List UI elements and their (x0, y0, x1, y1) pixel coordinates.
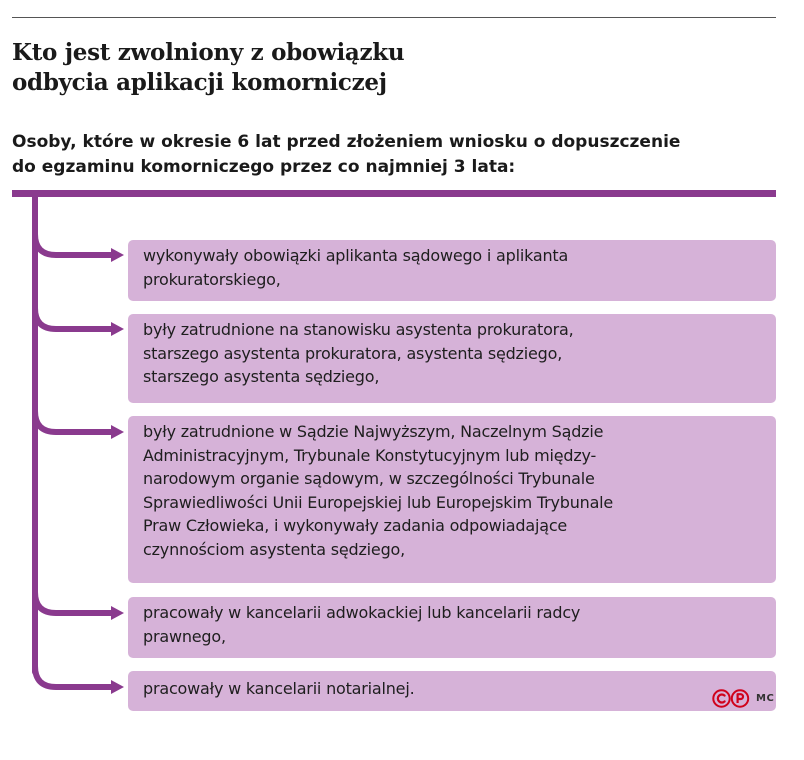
copyright-icon (712, 689, 750, 708)
criteria-box-3-line-2: Administracyjnym, Trybunale Konstytucyjnym lub między- (143, 445, 597, 465)
connector-5 (35, 666, 124, 694)
criteria-box-5 (128, 671, 776, 711)
criteria-box-3 (128, 416, 776, 583)
subtitle-line-2: do egzaminu komorniczego przez co najmniej 3 lata: (12, 157, 516, 177)
criteria-box-2 (128, 314, 776, 403)
connector-1 (35, 234, 124, 262)
criteria-box-1 (128, 240, 776, 301)
author-initials: MC (756, 692, 775, 704)
copyright-stamp (712, 687, 774, 709)
criteria-box-3-line-5: Praw Człowieka, i wykonywały zadania odpowiadające (143, 516, 568, 535)
criteria-box-2-line-2: starszego asystenta prokuratora, asystenta sędziego, (143, 343, 563, 363)
title-line-1: Kto jest zwolniony z obowiązku (12, 39, 405, 66)
criteria-box-3-line-3: narodowym organie sądowym, w szczególności Trybunale (143, 469, 595, 488)
criteria-box-3-line-6: czynnościom asystenta sędziego, (143, 539, 405, 559)
criteria-box-1-line-2: prokuratorskiego, (143, 269, 281, 289)
criteria-box-4 (128, 597, 776, 658)
criteria-box-2-line-1: były zatrudnione na stanowisku asystenta prokuratora, (143, 320, 574, 339)
criteria-box-2-line-3: starszego asystenta sędziego, (143, 367, 380, 386)
connector-3 (35, 411, 124, 439)
criteria-box-3-line-4: Sprawiedliwości Unii Europejskiej lub Europejskim Trybunale (143, 492, 614, 512)
criteria-box-4-line-2: prawnego, (143, 626, 226, 646)
criteria-box-4-line-1: pracowały w kancelarii adwokackiej lub kancelarii radcy (143, 603, 581, 622)
connector-4 (35, 592, 124, 620)
criteria-box-1-line-1: wykonywały obowiązki aplikanta sądowego i aplikanta (143, 246, 569, 265)
title-line-2: odbycia aplikacji komorniczej (12, 69, 387, 96)
connector-2 (35, 308, 124, 336)
criteria-box-3-line-1: były zatrudnione w Sądzie Najwyższym, Naczelnym Sądzie (143, 422, 604, 441)
subtitle-line-1: Osoby, które w okresie 6 lat przed złożeniem wniosku o dopuszczenie (12, 132, 681, 152)
criteria-box-5-line-1: pracowały w kancelarii notarialnej. (143, 679, 415, 698)
